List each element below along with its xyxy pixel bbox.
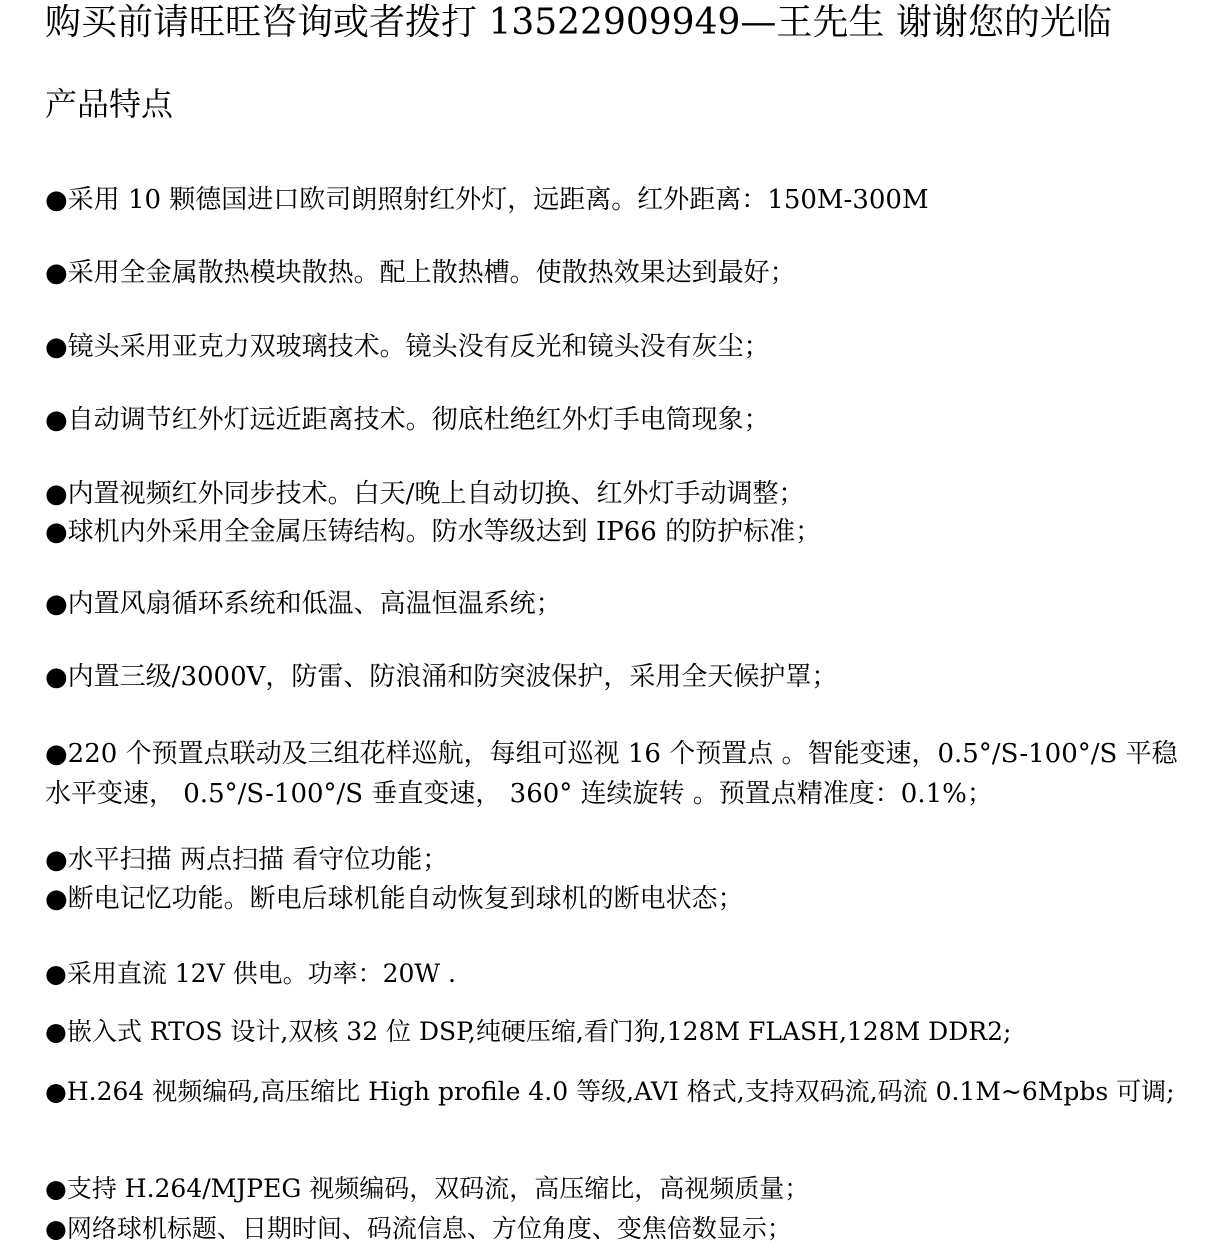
feature-item: ●断电记忆功能。断电后球机能自动恢复到球机的断电状态；	[45, 884, 744, 914]
spec-item: ●支持 H.264/MJPEG 视频编码，双码流，高压缩比，高视频质量；	[45, 1174, 810, 1203]
feature-item: ●内置三级/3000V，防雷、防浪涌和防突波保护，采用全天候护罩；	[45, 662, 838, 692]
spec-item: ●网络球机标题、日期时间、码流信息、方位角度、变焦倍数显示；	[45, 1214, 792, 1243]
feature-item: ●采用 10 颗德国进口欧司朗照射红外灯，远距离。红外距离：150M-300M	[45, 185, 929, 215]
feature-item: ●镜头采用亚克力双玻璃技术。镜头没有反光和镜头没有灰尘；	[45, 332, 770, 362]
feature-item: ●220 个预置点联动及三组花样巡航，每组可巡视 16 个预置点 。智能变速，0.5°/S-100°/S 平稳水平变速， 0.5°/S-100°/S 垂直变速， 360° 连续旋转 。预置点精准度：0.1%；	[45, 739, 1178, 809]
spec-item: ●嵌入式 RTOS 设计,双核 32 位 DSP,纯硬压缩,看门狗,128M FLASH,128M DDR2;	[45, 1017, 1012, 1046]
feature-item: ●球机内外采用全金属压铸结构。防水等级达到 IP66 的防护标准；	[45, 517, 822, 547]
feature-item: ●水平扫描 两点扫描 看守位功能；	[45, 845, 449, 875]
purchase-contact-headline: 购买前请旺旺咨询或者拨打 13522909949—王先生 谢谢您的光临	[45, 2, 1112, 43]
feature-item: ●内置风扇循环系统和低温、高温恒温系统；	[45, 589, 562, 619]
feature-item: ●采用全金属散热模块散热。配上散热槽。使散热效果达到最好；	[45, 258, 796, 288]
feature-item: ●内置视频红外同步技术。白天/晚上自动切换、红外灯手动调整；	[45, 479, 805, 509]
spec-item: ●采用直流 12V 供电。功率：20W .	[45, 959, 456, 988]
section-title: 产品特点	[45, 85, 174, 123]
spec-item: ●H.264 视频编码,高压缩比 High profile 4.0 等级,AVI 格式,支持双码流,码流 0.1M~6Mpbs 可调;	[45, 1077, 1175, 1106]
feature-item: ●自动调节红外灯远近距离技术。彻底杜绝红外灯手电筒现象；	[45, 405, 770, 435]
